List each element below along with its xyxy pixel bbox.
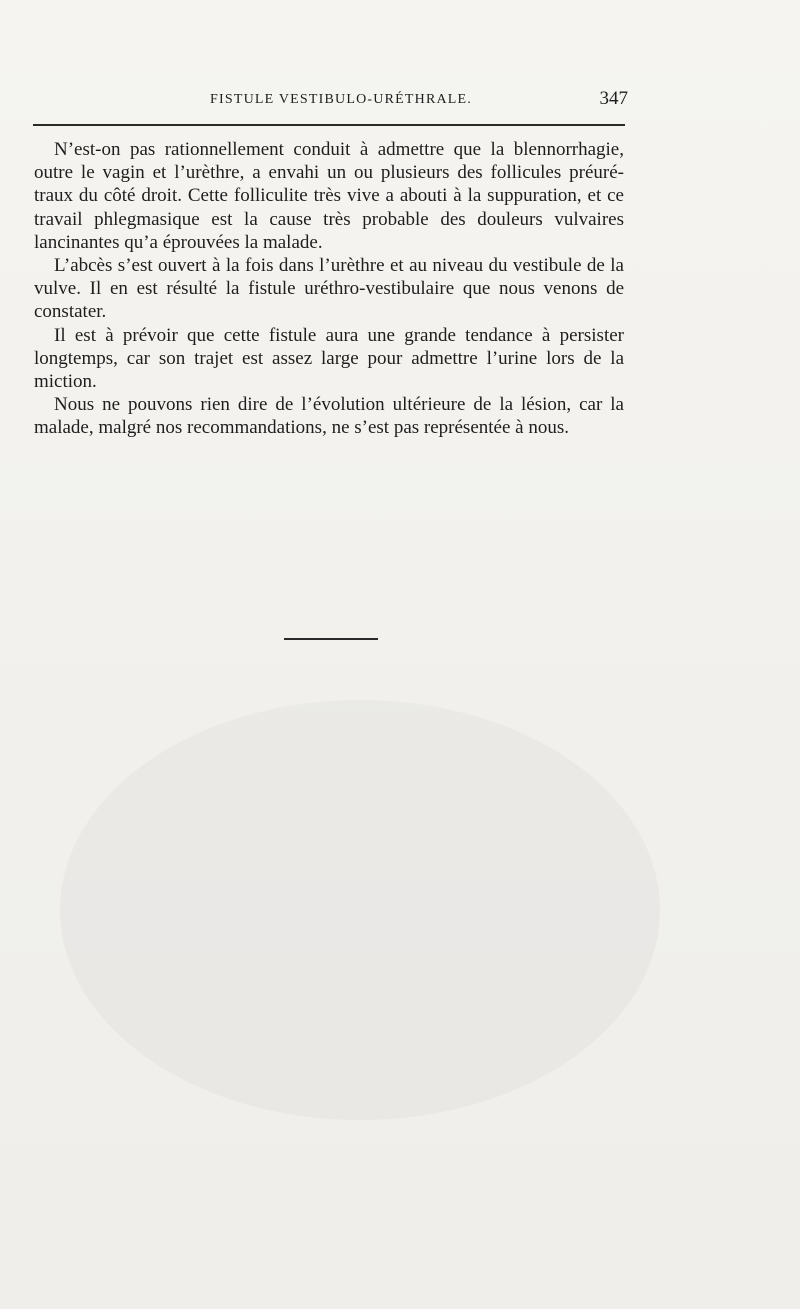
page-number: 347	[599, 88, 628, 109]
paragraph-4: Nous ne pouvons rien dire de l’évolution ultérieure de la lésion, car la malade, malgré nos recommandations, ne s’est pas représentée à nous.	[34, 394, 624, 439]
running-title: FISTULE VESTIBULO-URÉTHRALE.	[210, 92, 472, 107]
paragraph-2: L’abcès s’est ouvert à la fois dans l’urèthre et au niveau du vestibule de la vulve. Il en est résulté la fistule uréthro-vestibulaire que nous venons de constater.	[34, 255, 624, 323]
bleed-through-shadow	[60, 700, 660, 1120]
body-text	[34, 138, 624, 440]
paragraph-1: N’est-on pas rationnellement conduit à admettre que la blennorrhagie, outre le vagin et l’urèthre, a envahi un ou plusieurs des follicules préuré-traux du côté droit. Cette folliculite très vive a abouti à la suppuration, et ce travail phlegmasique est la cause très probable des douleurs vulvaires lancinantes qu’a éprouvées la malade.	[34, 139, 624, 253]
paragraph-3: Il est à prévoir que cette fistule aura une grande tendance à persister longtemps, car son trajet est assez large pour admettre l’urine lors de la miction.	[34, 324, 624, 393]
header-rule	[33, 124, 625, 126]
running-head	[40, 88, 628, 112]
section-end-rule	[284, 638, 378, 640]
